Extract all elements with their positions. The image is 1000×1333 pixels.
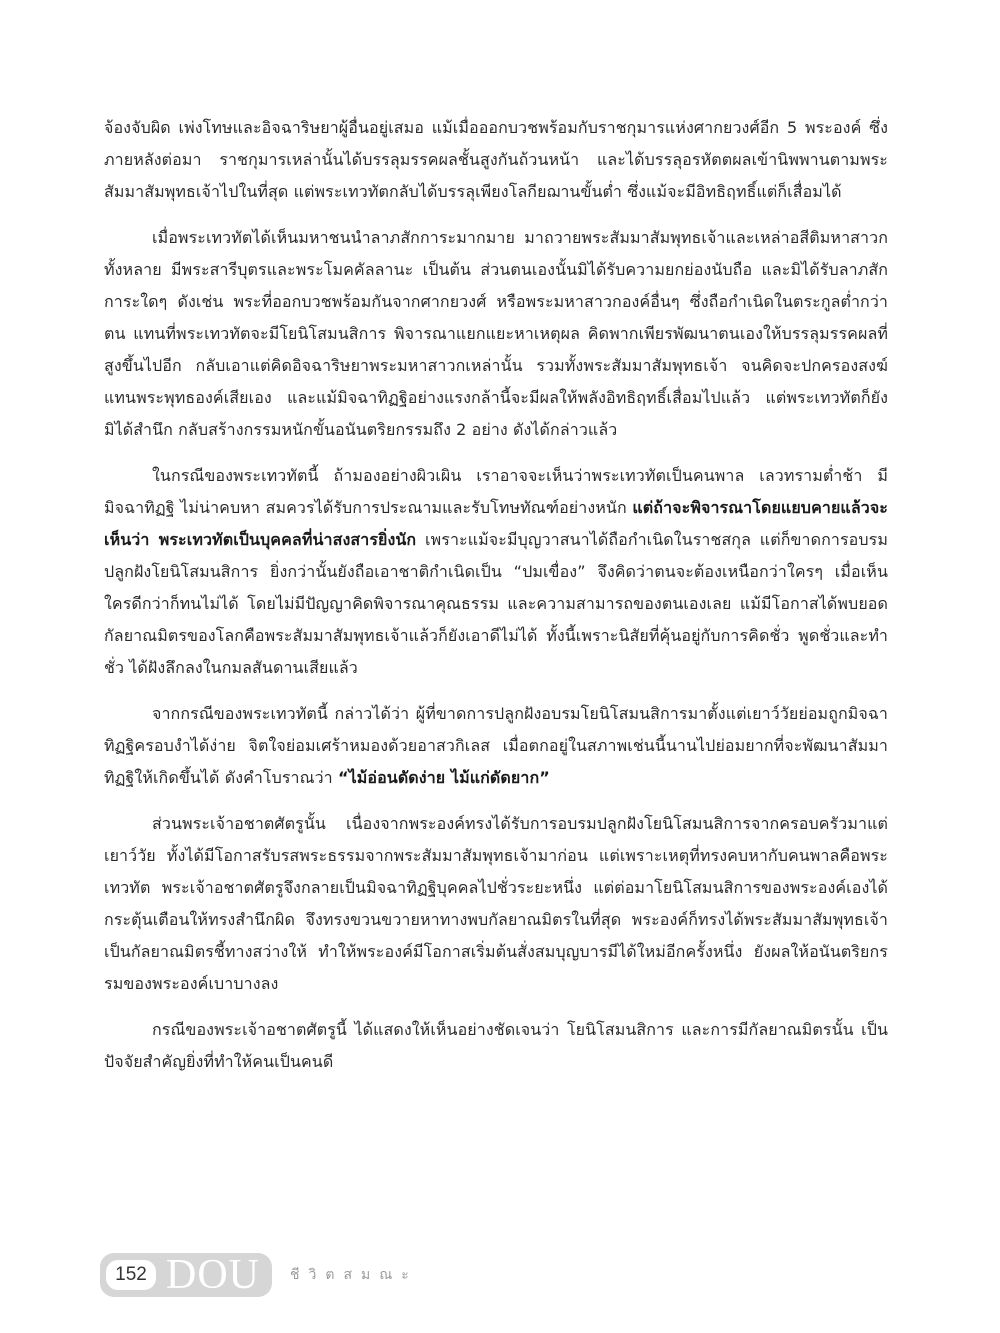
text-run: เพราะแม้จะมีบุญวาสนาได้ถือกำเนิดในราชสกุล แต่ก็ขาดการอบรมปลูกฝังโยนิโสมนสิการ ยิ่งกว่านั้นยังถือเอาชาติกำเนิดเป็น “ปมเขื่อง” จึงคิดว่าตนจะต้องเหนือกว่าใครๆ เมื่อเห็นใครดีกว่าก็ทนไม่ได้ โดยไม่มีปัญญาคิดพิจารณาคุณธรรม และความสามารถของตนเองเลย แม้มีโอกาสได้พบยอดกัลยาณมิตรของโลกคือพระสัมมาสัมพุทธเจ้าแล้วก็ยังเอาดีไม่ได้ ทั้งนี้เพราะนิสัยที่คุ้นอยู่กับการคิดชั่ว พูดชั่วและทำชั่ว ได้ฝังลึกลงในกมลสันดานเสียแล้ว	[104, 530, 888, 677]
text-run: ในกรณีของพระเทวทัตนี้ ถ้ามองอย่างผิวเผิน เราอาจจะเห็นว่าพระเทวทัตเป็นคนพาล เลวทรามต่ำช้า มีมิจฉาทิฏฐิ ไม่น่าคบหา สมควรได้รับการประณามและรับโทษทัณฑ์อย่างหนัก	[104, 466, 888, 517]
paragraph	[104, 1014, 888, 1078]
text-run: จากกรณีของพระเทวทัตนี้ กล่าวได้ว่า ผู้ที่ขาดการปลูกฝังอบรมโยนิโสมนสิการมาตั้งแต่เยาว์วัยย่อมถูกมิจฉาทิฏฐิครอบงำได้ง่าย จิตใจย่อมเศร้าหมองด้วยอาสวกิเลส เมื่อตกอยู่ในสภาพเช่นนี้นานไปย่อมยากที่จะพัฒนาสัมมาทิฏฐิให้เกิดขึ้นได้ ดังคำโบราณว่า	[104, 704, 888, 787]
paragraph	[104, 460, 888, 684]
page-badge	[100, 1253, 272, 1297]
text-run: เมื่อพระเทวทัตได้เห็นมหาชนนำลาภสักการะมากมาย มาถวายพระสัมมาสัมพุทธเจ้าและเหล่าอสีติมหาสาวกทั้งหลาย มีพระสารีบุตรและพระโมคคัลลานะ เป็นต้น ส่วนตนเองนั้นมิได้รับความยกย่องนับถือ และมิได้รับลาภสักการะใดๆ ดังเช่น พระที่ออกบวชพร้อมกันจากศากยวงศ์ หรือพระมหาสาวกองค์อื่นๆ ซึ่งถือกำเนิดในตระกูลต่ำกว่าตน แทนที่พระเทวทัตจะมีโยนิโสมนสิการ พิจารณาแยกแยะหาเหตุผล คิดพากเพียรพัฒนาตนเองให้บรรลุมรรคผลที่สูงขึ้นไปอีก กลับเอาแต่คิดอิจฉาริษยาพระมหาสาวกเหล่านั้น รวมทั้งพระสัมมาสัมพุทธเจ้า จนคิดจะปกครองสงฆ์แทนพระพุทธองค์เสียเอง และแม้มิจฉาทิฏฐิอย่างแรงกล้านี้จะมีผลให้พลังอิทธิฤทธิ์เสื่อมไปแล้ว แต่พระเทวทัตก็ยังมิได้สำนึก กลับสร้างกรรมหนักขั้นอนันตริยกรรมถึง 2 อย่าง ดังได้กล่าวแล้ว	[104, 228, 888, 439]
book-title: ชีวิตสมณะ	[290, 1267, 418, 1283]
text-run: ส่วนพระเจ้าอชาตศัตรูนั้น เนื่องจากพระองค์ทรงได้รับการอบรมปลูกฝังโยนิโสมนสิการจากครอบครัวมาแต่เยาว์วัย ทั้งได้มีโอกาสรับรสพระธรรมจากพระสัมมาสัมพุทธเจ้ามาก่อน แต่เพราะเหตุที่ทรงคบหากับคนพาลคือพระเทวทัต พระเจ้าอชาตศัตรูจึงกลายเป็นมิจฉาทิฏฐิบุคคลไปชั่วระยะหนึ่ง แต่ต่อมาโยนิโสมนสิการของพระองค์เองได้กระตุ้นเตือนให้ทรงสำนึกผิด จึงทรงขวนขวายหาทางพบกัลยาณมิตรในที่สุด พระองค์ก็ทรงได้พระสัมมาสัมพุทธเจ้าเป็นกัลยาณมิตรชี้ทางสว่างให้ ทำให้พระองค์มีโอกาสเริ่มต้นสั่งสมบุญบารมีได้ใหม่อีกครั้งหนึ่ง ยังผลให้อนันตริยกรรมของพระองค์เบาบางลง	[104, 814, 888, 993]
page-footer	[100, 1252, 418, 1298]
paragraph	[104, 222, 888, 446]
brand-logo: DOU	[166, 1252, 260, 1298]
bold-text-run: “ไม้อ่อนดัดง่าย ไม้แก่ดัดยาก”	[337, 768, 550, 787]
paragraph	[104, 808, 888, 1000]
paragraph	[104, 112, 888, 208]
bold-text-run: แต่ถ้าจะพิจารณาโดยแยบคายแล้วจะเห็นว่า พระเทวทัตเป็นบุคคลที่น่าสงสารยิ่งนัก	[104, 498, 888, 549]
page-body	[104, 112, 888, 1092]
paragraph	[104, 698, 888, 794]
text-run: จ้องจับผิด เพ่งโทษและอิจฉาริษยาผู้อื่นอยู่เสมอ แม้เมื่อออกบวชพร้อมกับราชกุมารแห่งศากยวงศ์อีก 5 พระองค์ ซึ่งภายหลังต่อมา ราชกุมารเหล่านั้นได้บรรลุมรรคผลชั้นสูงกันถ้วนหน้า และได้บรรลุอรหัตตผลเข้านิพพานตามพระสัมมาสัมพุทธเจ้าไปในที่สุด แต่พระเทวทัตกลับได้บรรลุเพียงโลกียฌานขั้นต่ำ ซึ่งแม้จะมีอิทธิฤทธิ์แต่ก็เสื่อมได้	[104, 118, 888, 201]
text-run: กรณีของพระเจ้าอชาตศัตรูนี้ ได้แสดงให้เห็นอย่างชัดเจนว่า โยนิโสมนสิการ และการมีกัลยาณมิตรนั้น เป็นปัจจัยสำคัญยิ่งที่ทำให้คนเป็นคนดี	[104, 1020, 888, 1071]
page-number: 152	[106, 1260, 156, 1290]
